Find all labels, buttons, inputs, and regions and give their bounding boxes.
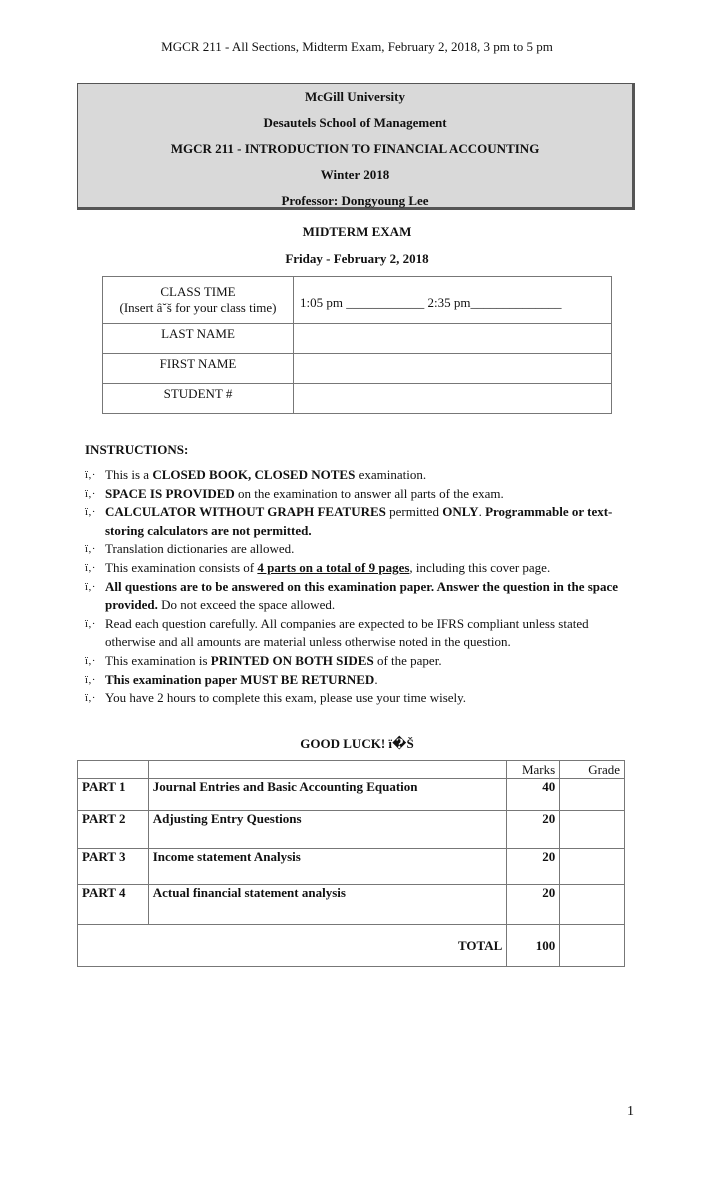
last-name-label: LAST NAME <box>103 324 294 354</box>
professor: Professor: Dongyoung Lee <box>281 193 429 208</box>
total-row <box>78 925 625 967</box>
instruction-item: ï‚· This is a CLOSED BOOK, CLOSED NOTES examination. <box>85 466 635 485</box>
bullet: ï‚· <box>85 654 96 667</box>
part-marks: 20 <box>507 811 560 849</box>
instruction-item: ï‚· This examination consists of 4 parts on a total of 9 pages, including this cover page. <box>85 559 635 578</box>
table-row <box>78 849 625 885</box>
part-label: PART 1 <box>78 779 149 811</box>
part-title: Journal Entries and Basic Accounting Equation <box>148 779 507 811</box>
table-row <box>78 779 625 811</box>
instruction-item: ï‚· All questions are to be answered on this examination paper. Answer the question in the space provided. Do not exceed the space allowed. <box>85 578 619 613</box>
first-name-label: FIRST NAME <box>103 354 294 384</box>
grade-header: Grade <box>560 761 625 779</box>
part-title: Actual financial statement analysis <box>148 885 507 925</box>
instruction-item: ï‚· Read each question carefully. All companies are expected to be IFRS compliant unless stated otherwise and all amounts are material unless otherwise noted in the question. <box>85 615 589 650</box>
instructions-title: INSTRUCTIONS: <box>85 442 189 457</box>
exam-date: Friday - February 2, 2018 <box>285 251 429 266</box>
bullet: ï‚· <box>85 469 96 481</box>
marks-table <box>77 760 625 967</box>
student-number-label: STUDENT # <box>103 384 294 414</box>
instruction-item: ï‚· SPACE IS PROVIDED on the examination to answer all parts of the exam. <box>85 485 635 504</box>
part-marks: 20 <box>507 849 560 885</box>
school-name: Desautels School of Management <box>263 115 447 130</box>
university-title-box <box>77 83 635 210</box>
part-marks: 40 <box>507 779 560 811</box>
grade-cell[interactable] <box>560 849 625 885</box>
bullet: ï‚· <box>85 673 96 686</box>
last-name-field[interactable] <box>294 324 612 354</box>
student-info-table <box>102 276 612 414</box>
grade-cell[interactable] <box>560 885 625 925</box>
bullet: ï‚· <box>85 543 96 556</box>
page-header: MGCR 211 - All Sections, Midterm Exam, February 2, 2018, 3 pm to 5 pm <box>161 39 553 54</box>
class-time-field[interactable]: 1:05 pm ____________ 2:35 pm______________ <box>294 277 612 324</box>
bullet: ï‚· <box>85 580 96 593</box>
instruction-item: ï‚· Translation dictionaries are allowed. <box>85 540 635 559</box>
part-title: Adjusting Entry Questions <box>148 811 507 849</box>
total-marks: 100 <box>507 925 560 967</box>
part-marks: 20 <box>507 885 560 925</box>
total-label: TOTAL <box>78 925 507 967</box>
total-grade-cell[interactable] <box>560 925 625 967</box>
instruction-item: ï‚· CALCULATOR WITHOUT GRAPH FEATURES permitted ONLY. Programmable or text-storing calculators are not permitted. <box>85 504 613 538</box>
marks-header: Marks <box>507 761 560 779</box>
instructions-list <box>85 466 635 708</box>
grade-cell[interactable] <box>560 779 625 811</box>
page-number: 1 <box>627 1104 634 1119</box>
first-name-field[interactable] <box>294 354 612 384</box>
instruction-item: ï‚· You have 2 hours to complete this exam, please use your time wisely. <box>85 689 635 708</box>
class-time-label: CLASS TIME (Insert â˘š for your class time) <box>103 277 294 324</box>
bullet: ï‚· <box>85 692 96 705</box>
term: Winter 2018 <box>320 167 390 182</box>
bullet: ï‚· <box>85 561 96 574</box>
bullet: ï‚· <box>85 487 96 500</box>
university-name: McGill University <box>304 89 405 104</box>
part-label: PART 2 <box>78 811 149 849</box>
bullet: ï‚· <box>85 617 96 630</box>
instruction-item: ï‚· This examination paper MUST BE RETURNED. <box>85 671 635 690</box>
part-label: PART 4 <box>78 885 149 925</box>
bullet: ï‚· <box>85 506 96 519</box>
course-title: MGCR 211 - INTRODUCTION TO FINANCIAL ACCOUNTING <box>170 141 540 156</box>
instruction-item: ï‚· This examination is PRINTED ON BOTH SIDES of the paper. <box>85 652 635 671</box>
student-number-field[interactable] <box>294 384 612 414</box>
good-luck-text: GOOD LUCK! ï�Š <box>300 736 414 751</box>
part-title: Income statement Analysis <box>148 849 507 885</box>
exam-title: MIDTERM EXAM <box>302 224 412 239</box>
table-row <box>78 811 625 849</box>
table-row <box>78 885 625 925</box>
grade-cell[interactable] <box>560 811 625 849</box>
part-label: PART 3 <box>78 849 149 885</box>
